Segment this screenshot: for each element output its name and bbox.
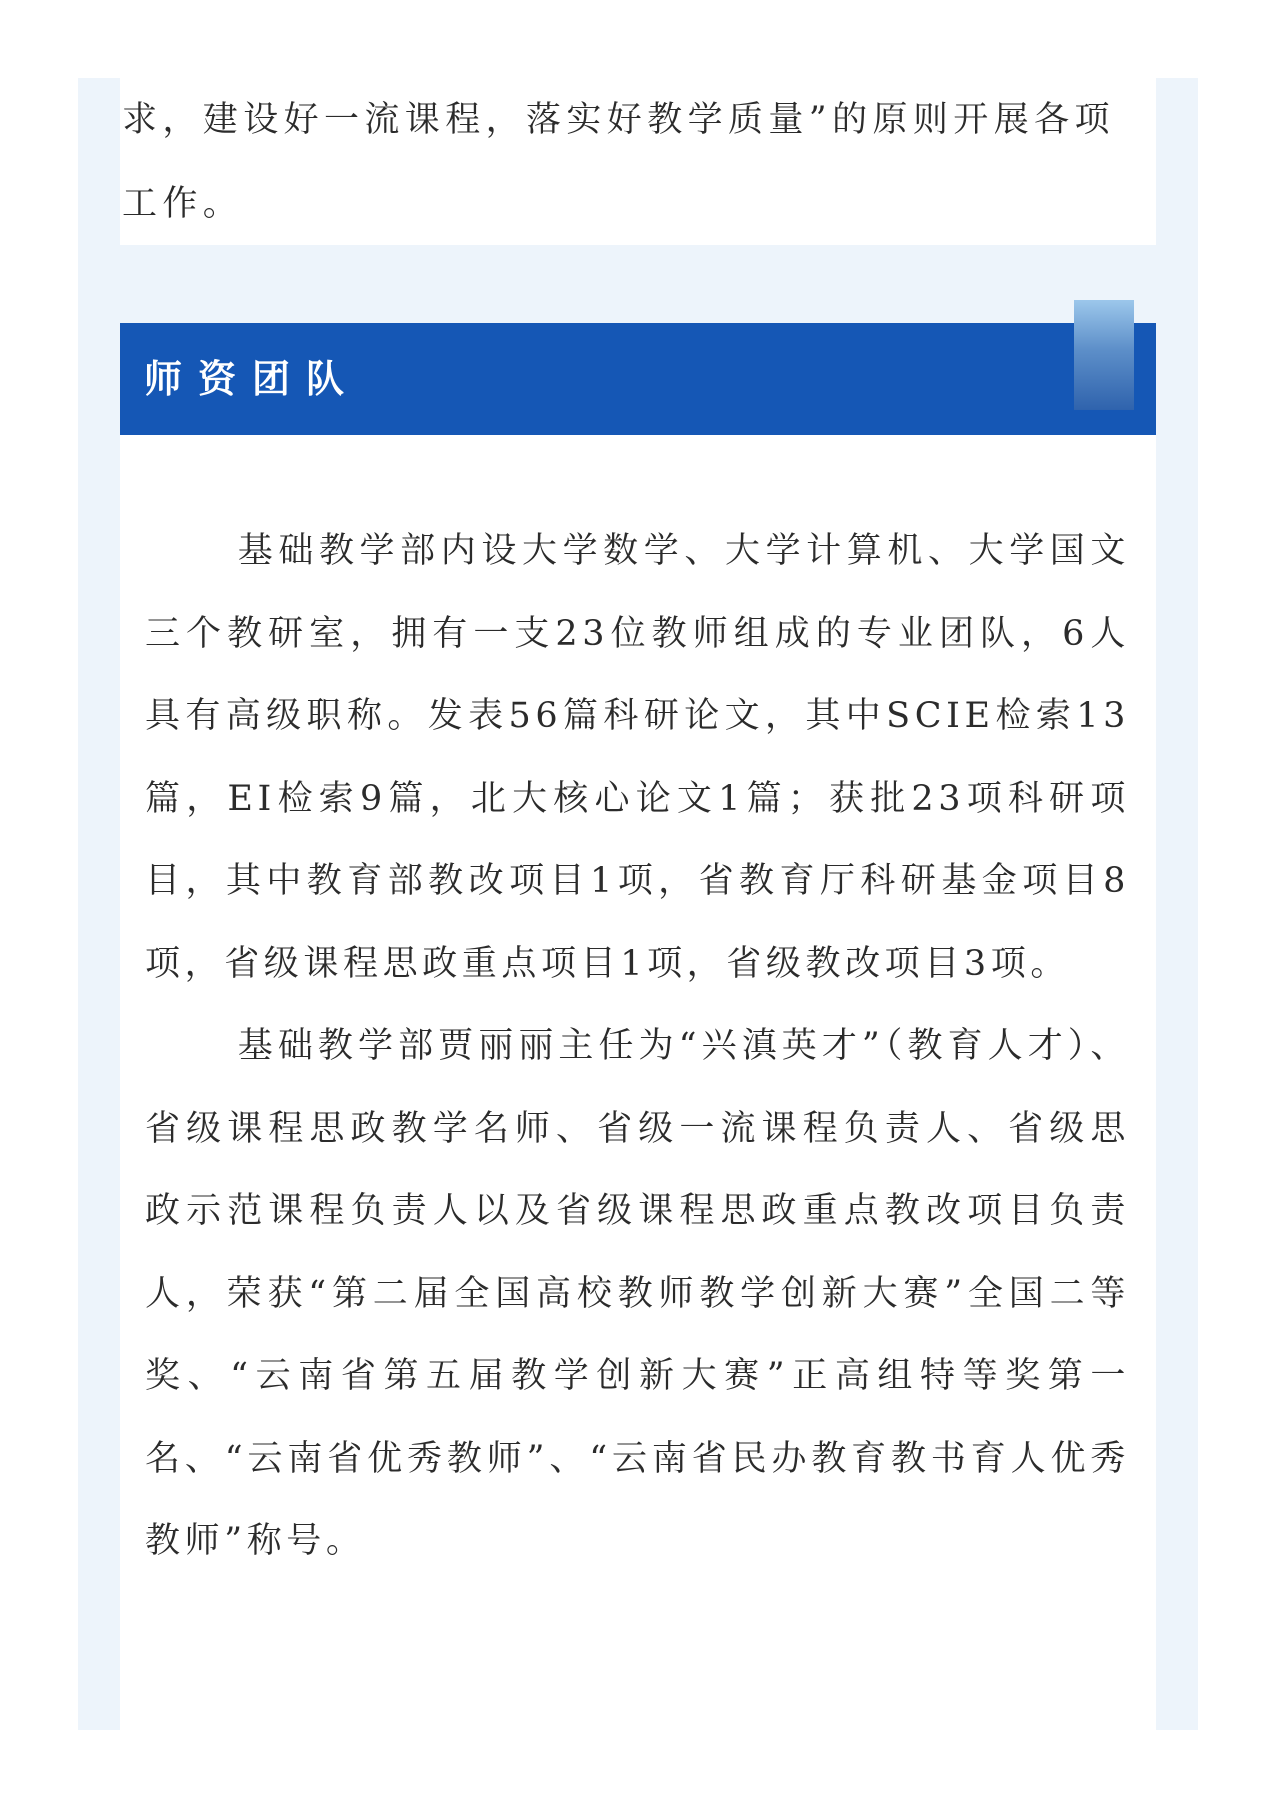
header-accent-block — [1074, 300, 1134, 410]
top-line-2: 工作。 — [122, 184, 244, 224]
top-text-panel — [120, 78, 1156, 245]
paragraph-director-honors: 基础教学部贾丽丽主任为“兴滇英才”（教育人才）、省级课程思政教学名师、省级一流课程负责人、省级思政示范课程负责人以及省级课程思政重点教改项目负责人，荣获“第二届全国高校教师教学创新大赛”全国二等奖、“云南省第五届教学创新大赛”正高组特等奖第一名、“云南省优秀教师”、“云南省民办教育教书育人优秀教师”称号。 — [145, 1026, 1130, 1561]
section-header-bar — [120, 323, 1156, 435]
section-body — [145, 510, 1130, 1583]
section-title: 师资团队 — [144, 357, 361, 401]
top-paragraph — [122, 78, 1158, 246]
paragraph-faculty-overview: 基础教学部内设大学数学、大学计算机、大学国文三个教研室，拥有一支23位教师组成的专业团队，6人具有高级职称。发表56篇科研论文，其中SCIE检索13篇，EI检索9篇，北大核心论文1篇；获批23项科研项目，其中教育部教改项目1项，省教育厅科研基金项目8项，省级课程思政重点项目1项，省级教改项目3项。 — [145, 531, 1130, 984]
top-line-1: 求，建设好一流课程，落实好教学质量”的原则开展各项 — [122, 100, 1115, 140]
